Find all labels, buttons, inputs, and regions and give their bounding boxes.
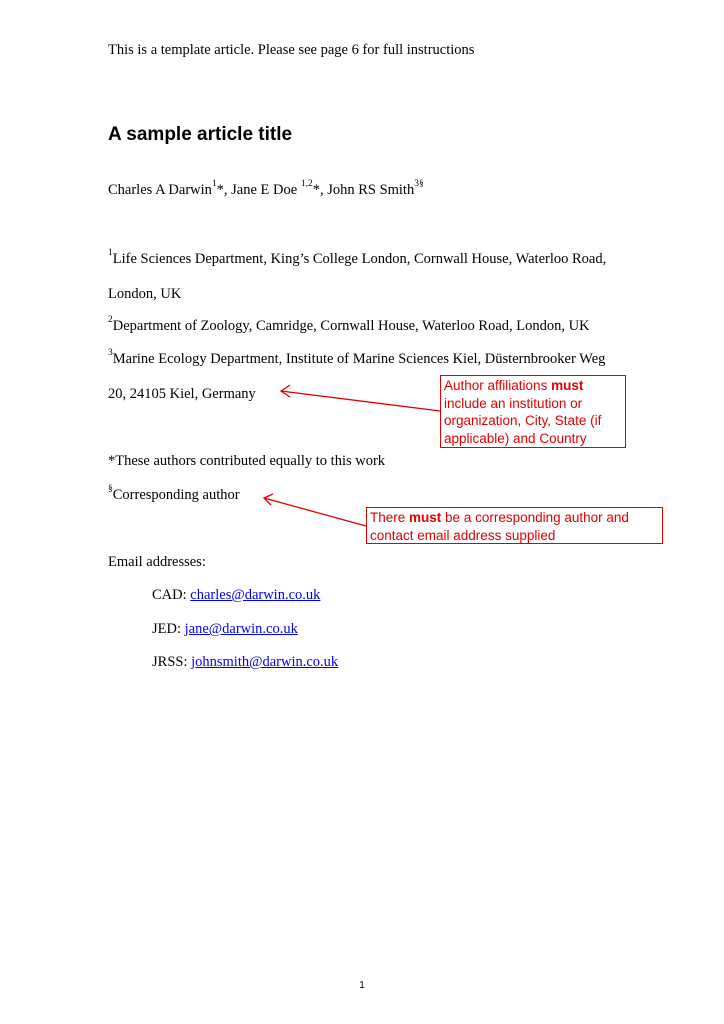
- affiliation-3-continued: 20, 24105 Kiel, Germany: [108, 386, 256, 402]
- affiliation-callout-arrow: [281, 391, 440, 411]
- page-number: 1: [359, 980, 365, 991]
- callout-text: be a corresponding author and contact email address supplied: [370, 510, 629, 543]
- article-title: A sample article title: [108, 124, 293, 145]
- callout-emphasis: must: [551, 378, 584, 393]
- author-affiliation-marker: 1: [211, 179, 217, 189]
- author-name: John RS Smith: [327, 182, 415, 198]
- corresponding-text: Corresponding author: [112, 487, 240, 503]
- author-name: Charles A Darwin: [108, 182, 212, 198]
- author-affiliation-marker: 1,2: [300, 179, 313, 189]
- affiliation-marker: 3: [108, 348, 113, 358]
- corresponding-marker: §: [108, 484, 113, 494]
- affiliation-text: Department of Zoology, Camridge, Cornwall House, Waterloo Road, London, UK: [112, 318, 590, 334]
- author-separator: *,: [312, 182, 328, 198]
- email-link[interactable]: jane@darwin.co.uk: [184, 621, 298, 637]
- corresponding-callout-arrow: [264, 498, 366, 526]
- author-affiliation-marker: 3§: [414, 179, 424, 189]
- callout-text: Author affiliations: [444, 378, 552, 393]
- email-link[interactable]: johnsmith@darwin.co.uk: [191, 654, 339, 670]
- email-label: CAD:: [152, 587, 191, 603]
- email-label: JED:: [152, 621, 185, 637]
- callout-text: include an institution or organization, City, State (if applicable) and Country: [444, 395, 602, 446]
- author-name: Jane E Doe: [231, 182, 301, 198]
- corresponding-requirement-callout: [366, 507, 663, 544]
- affiliation-1-continued: London, UK: [108, 286, 182, 302]
- affiliation-marker: 2: [108, 315, 113, 325]
- callout-emphasis: must: [409, 510, 442, 525]
- email-link[interactable]: charles@darwin.co.uk: [190, 587, 321, 603]
- header-note: This is a template article. Please see page 6 for full instructions: [108, 42, 475, 58]
- email-heading: Email addresses:: [108, 554, 206, 570]
- affiliation-requirement-callout: [440, 375, 626, 448]
- email-label: JRSS:: [152, 654, 192, 670]
- affiliation-marker: 1: [108, 248, 113, 258]
- author-separator: *,: [216, 182, 232, 198]
- equal-contribution-note: *These authors contributed equally to this work: [108, 453, 386, 469]
- affiliation-text: Life Sciences Department, King’s College London, Cornwall House, Waterloo Road,: [112, 251, 607, 267]
- affiliation-text: Marine Ecology Department, Institute of Marine Sciences Kiel, Düsternbrooker Weg: [112, 351, 606, 367]
- callout-text: There: [370, 510, 410, 525]
